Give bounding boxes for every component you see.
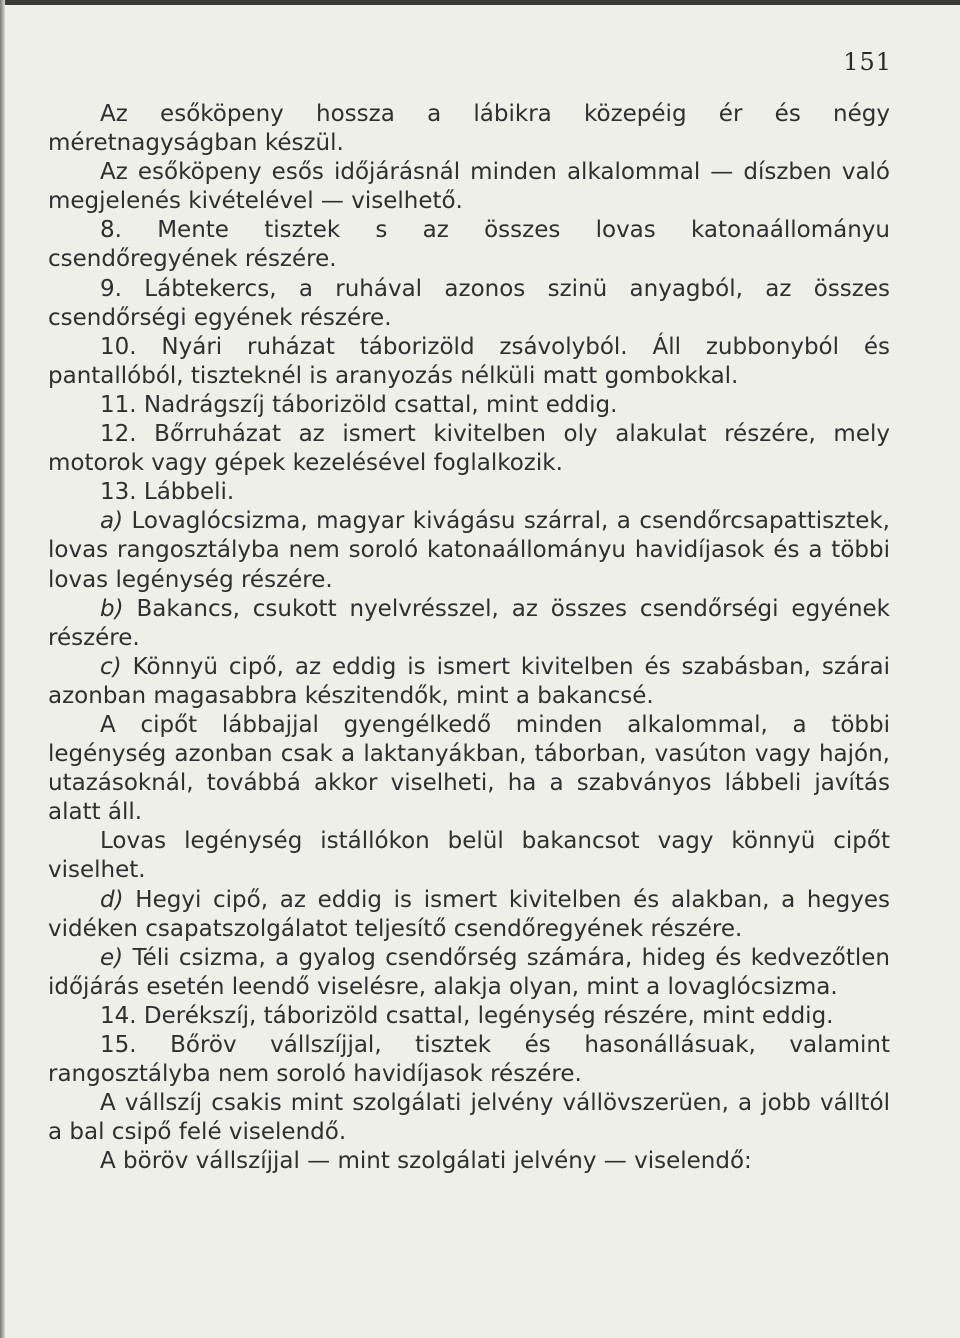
paragraph	[48, 1031, 890, 1089]
paragraph-text: A böröv vállszíjjal — mint szolgálati jelvény — viselendő:	[100, 1148, 752, 1175]
paragraph-text: 15. Bőröv vállszíjjal, tisztek és hasonállásuak, valamint rangosztályba nem soroló havidíjasok részére.	[48, 1032, 890, 1088]
paragraph	[48, 391, 890, 420]
paragraph-text: Hegyi cipő, az eddig is ismert kivitelben és alakban, a hegyes vidéken csapatszolgálatot teljesítő csendőregyének részére.	[48, 886, 890, 942]
paragraph	[48, 216, 890, 274]
paragraph-text: A vállszíj csakis mint szolgálati jelvény vállövszerüen, a jobb válltól a bal csipő felé viselendő.	[48, 1090, 890, 1146]
paragraph	[48, 1147, 890, 1176]
paragraph-text: Lovas legénység istállókon belül bakancsot vagy könnyü cipőt viselhet.	[48, 828, 890, 884]
page-number: 151	[843, 48, 892, 76]
item-letter: d)	[100, 886, 124, 913]
paragraph	[48, 886, 890, 944]
paragraph	[48, 420, 890, 478]
item-letter: c)	[100, 653, 122, 680]
paragraph	[48, 595, 890, 653]
paragraph-text: 11. Nadrágszíj táborizöld csattal, mint eddig.	[100, 391, 618, 418]
paragraph	[48, 711, 890, 827]
paragraph-text: Téli csizma, a gyalog csendőrség számára, hideg és kedvezőtlen időjárás esetén leendő viselésre, alakja olyan, mint a lovaglócsizma.	[48, 944, 891, 1000]
paragraph-text: Könnyü cipő, az eddig is ismert kivitelben és szabásban, szárai azonban magasabbra készitendők, mint a bakancsé.	[48, 653, 890, 709]
paragraph	[48, 944, 890, 1002]
paragraph	[48, 333, 890, 391]
paragraph	[48, 507, 890, 594]
body-text	[48, 100, 890, 1176]
paragraph-text: 12. Bőrruházat az ismert kivitelben oly alakulat részére, mely motorok vagy gépek kezelésével foglalkozik.	[48, 421, 890, 477]
paragraph-text: Az esőköpeny esős időjárásnál minden alkalommal — díszben való megjelenés kivételével — viselhető.	[48, 159, 890, 215]
paragraph-text: Lovaglócsizma, magyar kivágásu szárral, a csendőrcsapattisztek, lovas rangosztályba nem soroló katonaállományu havidíjasok és a többi lovas legénység részére.	[48, 508, 890, 593]
paragraph-text: 8. Mente tisztek s az összes lovas katonaállományu csendőregyének részére.	[48, 217, 890, 273]
paragraph	[48, 275, 890, 333]
paragraph-text: Bakancs, csukott nyelvrésszel, az összes csendőrségi egyének részére.	[48, 595, 890, 651]
paragraph-text: 14. Derékszíj, táborizöld csattal, legénység részére, mint eddig.	[100, 1002, 834, 1029]
paragraph-text: 10. Nyári ruházat táborizöld zsávolyból. Áll zubbonyból és pantallóból, tiszteknél is aranyozás nélküli matt gombokkal.	[48, 333, 890, 389]
paragraph-text: 9. Lábtekercs, a ruhával azonos szinü anyagból, az összes csendőrségi egyének részére.	[48, 275, 890, 331]
page-edge-top	[0, 0, 960, 5]
paragraph	[48, 1002, 890, 1031]
item-letter: a)	[100, 508, 124, 535]
paragraph	[48, 827, 890, 885]
paragraph-text: 13. Lábbeli.	[100, 479, 235, 506]
item-letter: b)	[100, 595, 124, 622]
paragraph	[48, 478, 890, 507]
paragraph	[48, 1089, 890, 1147]
paragraph	[48, 653, 890, 711]
paragraph	[48, 158, 890, 216]
page-edge-left	[0, 0, 5, 1338]
paragraph-text: Az esőköpeny hossza a lábikra közepéig ér és négy méretnagyságban készül.	[48, 101, 890, 157]
item-letter: e)	[100, 944, 124, 971]
paragraph	[48, 100, 890, 158]
paragraph-text: A cipőt lábbajjal gyengélkedő minden alkalommal, a többi legénység azonban csak a laktanyákban, táborban, vasúton vagy hajón, utazásoknál, továbbá akkor viselheti, ha a szabványos lábbeli javítás alatt áll.	[48, 711, 890, 826]
